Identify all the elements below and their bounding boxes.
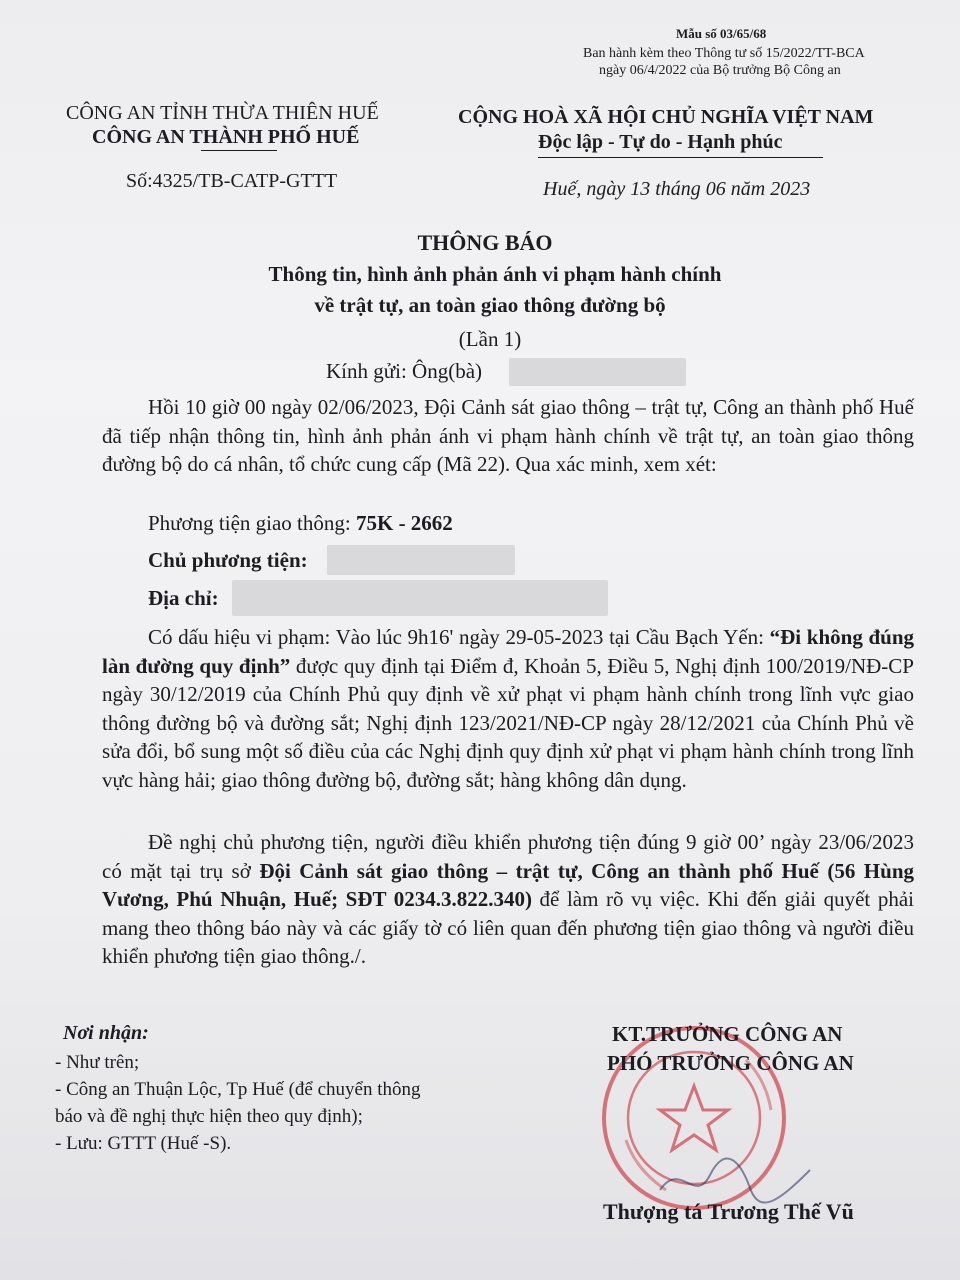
document-round: (Lần 1): [458, 327, 522, 351]
place-date: Huế, ngày 13 tháng 06 năm 2023: [543, 178, 811, 200]
signer-name: Thượng tá Trương Thế Vũ: [603, 1199, 854, 1224]
form-issued-line1: Ban hành kèm theo Thông tư số 15/2022/TT-BCA: [583, 46, 865, 61]
violation-lead: Có dấu hiệu vi phạm: Vào lúc 9h16' ngày 29-05-2023 tại Cầu Bạch Yến:: [148, 625, 770, 649]
violation-paragraph: [102, 623, 914, 794]
agency-underline: [201, 150, 277, 151]
request-lead: Đề nghị chủ phương tiện, người điều khiển phương tiện đúng 9 giờ 00’ ngày 23/06/2023 có mặt tại trụ sở: [102, 830, 914, 883]
redacted-owner: [327, 545, 515, 575]
vehicle-label: Phương tiện giao thông:: [148, 511, 356, 535]
form-number: Mẫu số 03/65/68: [676, 26, 767, 41]
request-paragraph: [102, 828, 914, 971]
violation-act: “Đi không đúng làn đường quy định”: [102, 625, 914, 678]
greeting: Kính gửi: Ông(bà): [326, 359, 483, 383]
nation-name: CỘNG HOÀ XÃ HỘI CHỦ NGHĨA VIỆT NAM: [458, 106, 874, 128]
redacted-address: [232, 580, 608, 616]
owner-label: Chủ phương tiện:: [148, 548, 308, 572]
recipients-line-4: - Lưu: GTTT (Huế -S).: [55, 1133, 232, 1154]
vehicle-line: [148, 511, 453, 536]
request-office: Đội Cảnh sát giao thông – trật tự, Công an thành phố Huế (56 Hùng Vương, Phú Nhuận, Huế; SĐT 0234.3.822.340): [102, 858, 914, 911]
recipients-line-3: báo và đề nghị thực hiện theo quy định);: [55, 1106, 363, 1127]
request-rest: để làm rõ vụ việc. Khi đến giải quyết phải mang theo thông báo này và các giấy tờ có liên quan đến phương tiện giao thông và người điều khiển phương tiện giao thông./.: [102, 887, 914, 968]
form-issued-line2: ngày 06/4/2022 của Bộ trưởng Bộ Công an: [599, 63, 841, 78]
nation-motto: Độc lập - Tự do - Hạnh phúc: [538, 131, 783, 153]
signature-role-1: KT.TRƯỞNG CÔNG AN: [612, 1022, 843, 1046]
signature-role-2: PHÓ TRƯỞNG CÔNG AN: [607, 1051, 854, 1075]
vehicle-plate: 75K - 2662: [355, 511, 453, 535]
intro-paragraph: Hồi 10 giờ 00 ngày 02/06/2023, Đội Cảnh sát giao thông – trật tự, Công an thành phố Huế đã tiếp nhận thông tin, hình ảnh phản ánh vi phạm hành chính về trật tự, an toàn giao thông đường bộ do cá nhân, tổ chức cung cấp (Mã 22). Qua xác minh, xem xét:: [102, 395, 914, 476]
agency-parent: CÔNG AN TỈNH THỪA THIÊN HUẾ: [66, 102, 379, 124]
document-title: THÔNG BÁO: [417, 230, 553, 255]
recipients-line-2: - Công an Thuận Lộc, Tp Huế (để chuyển thông: [55, 1079, 421, 1100]
address-label: Địa chỉ:: [148, 586, 219, 610]
document-subtitle-2: về trật tự, an toàn giao thông đường bộ: [314, 293, 666, 317]
violation-rest: được quy định tại Điểm đ, Khoản 5, Điều 5, Nghị định 100/2019/NĐ-CP ngày 30/12/2019 của Chính Phủ quy định về xử phạt vi phạm hành chính trong lĩnh vực giao thông đường bộ và đường sắt; Nghị định 123/2021/NĐ-CP ngày 28/12/2021 của Chính Phủ về sửa đổi, bổ sung một số điều của các Nghị định quy định xử phạt vi phạm hành chính trong lĩnh vực hàng hải; giao thông đường bộ, đường sắt; hàng không dân dụng.: [102, 653, 914, 792]
recipients-line-1: - Như trên;: [55, 1052, 140, 1073]
document-subtitle-1: Thông tin, hình ảnh phản ánh vi phạm hành chính: [268, 262, 722, 286]
agency-name: CÔNG AN THÀNH PHỐ HUẾ: [92, 126, 360, 148]
document-number: Số:4325/TB-CATP-GTTT: [126, 170, 338, 192]
redacted-recipient-name: [509, 358, 686, 386]
motto-underline: [538, 157, 823, 158]
recipients-heading: Nơi nhận:: [63, 1022, 149, 1044]
